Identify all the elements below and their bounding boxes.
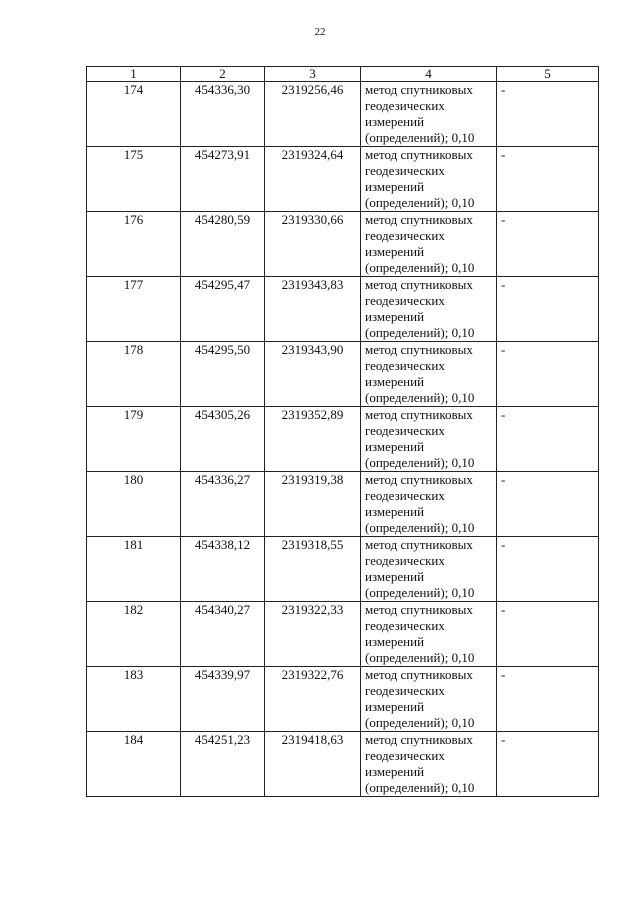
method-line: измерений — [365, 114, 425, 129]
method-cell — [361, 732, 497, 797]
method-cell — [361, 212, 497, 277]
y-coordinate-cell: 2319324,64 — [265, 147, 361, 212]
method-cell — [361, 602, 497, 667]
table-row — [87, 82, 599, 147]
point-number-cell: 176 — [87, 212, 181, 277]
note-cell: - — [497, 147, 599, 212]
method-cell — [361, 472, 497, 537]
y-coordinate-cell: 2319343,90 — [265, 342, 361, 407]
method-cell — [361, 82, 497, 147]
note-cell: - — [497, 732, 599, 797]
method-line: измерений — [365, 569, 425, 584]
method-line: метод спутниковых — [365, 277, 473, 292]
header-row — [87, 67, 599, 82]
y-coordinate-cell: 2319343,83 — [265, 277, 361, 342]
method-line: метод спутниковых — [365, 82, 473, 97]
x-coordinate-cell: 454336,27 — [181, 472, 265, 537]
note-cell: - — [497, 82, 599, 147]
method-line: геодезических — [365, 618, 445, 633]
method-line: измерений — [365, 634, 425, 649]
table-row — [87, 667, 599, 732]
x-coordinate-cell: 454280,59 — [181, 212, 265, 277]
table-row — [87, 537, 599, 602]
method-cell — [361, 342, 497, 407]
header-col-2: 2 — [181, 67, 265, 82]
method-line: (определений); 0,10 — [365, 260, 475, 275]
y-coordinate-cell: 2319319,38 — [265, 472, 361, 537]
y-coordinate-cell: 2319352,89 — [265, 407, 361, 472]
table-row — [87, 277, 599, 342]
method-cell — [361, 667, 497, 732]
point-number-cell: 182 — [87, 602, 181, 667]
header-col-5: 5 — [497, 67, 599, 82]
method-line: (определений); 0,10 — [365, 325, 475, 340]
coordinates-table — [86, 66, 599, 797]
point-number-cell: 177 — [87, 277, 181, 342]
method-line: (определений); 0,10 — [365, 455, 475, 470]
y-coordinate-cell: 2319318,55 — [265, 537, 361, 602]
y-coordinate-cell: 2319418,63 — [265, 732, 361, 797]
point-number-cell: 183 — [87, 667, 181, 732]
table-row — [87, 212, 599, 277]
x-coordinate-cell: 454338,12 — [181, 537, 265, 602]
method-line: геодезических — [365, 358, 445, 373]
method-line: метод спутниковых — [365, 667, 473, 682]
method-line: геодезических — [365, 423, 445, 438]
method-line: (определений); 0,10 — [365, 650, 475, 665]
method-line: измерений — [365, 244, 425, 259]
method-cell — [361, 147, 497, 212]
method-line: измерений — [365, 439, 425, 454]
page-number: 22 — [314, 26, 326, 38]
method-line: (определений); 0,10 — [365, 780, 475, 795]
x-coordinate-cell: 454273,91 — [181, 147, 265, 212]
method-line: метод спутниковых — [365, 732, 473, 747]
point-number-cell: 179 — [87, 407, 181, 472]
method-line: геодезических — [365, 228, 445, 243]
method-line: метод спутниковых — [365, 147, 473, 162]
method-line: (определений); 0,10 — [365, 520, 475, 535]
table-body — [87, 82, 599, 797]
method-cell — [361, 277, 497, 342]
point-number-cell: 178 — [87, 342, 181, 407]
y-coordinate-cell: 2319256,46 — [265, 82, 361, 147]
note-cell: - — [497, 472, 599, 537]
table-header — [87, 67, 599, 82]
y-coordinate-cell: 2319330,66 — [265, 212, 361, 277]
method-line: измерений — [365, 764, 425, 779]
note-cell: - — [497, 277, 599, 342]
method-line: измерений — [365, 179, 425, 194]
method-line: (определений); 0,10 — [365, 195, 475, 210]
method-line: геодезических — [365, 293, 445, 308]
table-row — [87, 147, 599, 212]
method-line: геодезических — [365, 488, 445, 503]
header-col-1: 1 — [87, 67, 181, 82]
point-number-cell: 174 — [87, 82, 181, 147]
method-line: измерений — [365, 309, 425, 324]
method-line: (определений); 0,10 — [365, 390, 475, 405]
note-cell: - — [497, 602, 599, 667]
header-col-4: 4 — [361, 67, 497, 82]
method-cell — [361, 407, 497, 472]
method-line: измерений — [365, 699, 425, 714]
x-coordinate-cell: 454295,47 — [181, 277, 265, 342]
method-line: геодезических — [365, 748, 445, 763]
method-line: метод спутниковых — [365, 342, 473, 357]
method-line: метод спутниковых — [365, 537, 473, 552]
x-coordinate-cell: 454336,30 — [181, 82, 265, 147]
x-coordinate-cell: 454339,97 — [181, 667, 265, 732]
point-number-cell: 181 — [87, 537, 181, 602]
method-line: геодезических — [365, 553, 445, 568]
note-cell: - — [497, 537, 599, 602]
x-coordinate-cell: 454340,27 — [181, 602, 265, 667]
method-line: (определений); 0,10 — [365, 585, 475, 600]
table-row — [87, 732, 599, 797]
note-cell: - — [497, 407, 599, 472]
method-line: метод спутниковых — [365, 212, 473, 227]
method-line: геодезических — [365, 163, 445, 178]
method-line: метод спутниковых — [365, 407, 473, 422]
header-col-3: 3 — [265, 67, 361, 82]
y-coordinate-cell: 2319322,76 — [265, 667, 361, 732]
method-line: геодезических — [365, 683, 445, 698]
table-row — [87, 407, 599, 472]
x-coordinate-cell: 454295,50 — [181, 342, 265, 407]
method-line: измерений — [365, 504, 425, 519]
method-line: геодезических — [365, 98, 445, 113]
x-coordinate-cell: 454251,23 — [181, 732, 265, 797]
method-line: измерений — [365, 374, 425, 389]
table-row — [87, 342, 599, 407]
method-line: метод спутниковых — [365, 472, 473, 487]
note-cell: - — [497, 667, 599, 732]
method-line: метод спутниковых — [365, 602, 473, 617]
note-cell: - — [497, 342, 599, 407]
method-cell — [361, 537, 497, 602]
point-number-cell: 184 — [87, 732, 181, 797]
method-line: (определений); 0,10 — [365, 715, 475, 730]
point-number-cell: 175 — [87, 147, 181, 212]
table-row — [87, 472, 599, 537]
note-cell: - — [497, 212, 599, 277]
method-line: (определений); 0,10 — [365, 130, 475, 145]
point-number-cell: 180 — [87, 472, 181, 537]
x-coordinate-cell: 454305,26 — [181, 407, 265, 472]
table-row — [87, 602, 599, 667]
y-coordinate-cell: 2319322,33 — [265, 602, 361, 667]
